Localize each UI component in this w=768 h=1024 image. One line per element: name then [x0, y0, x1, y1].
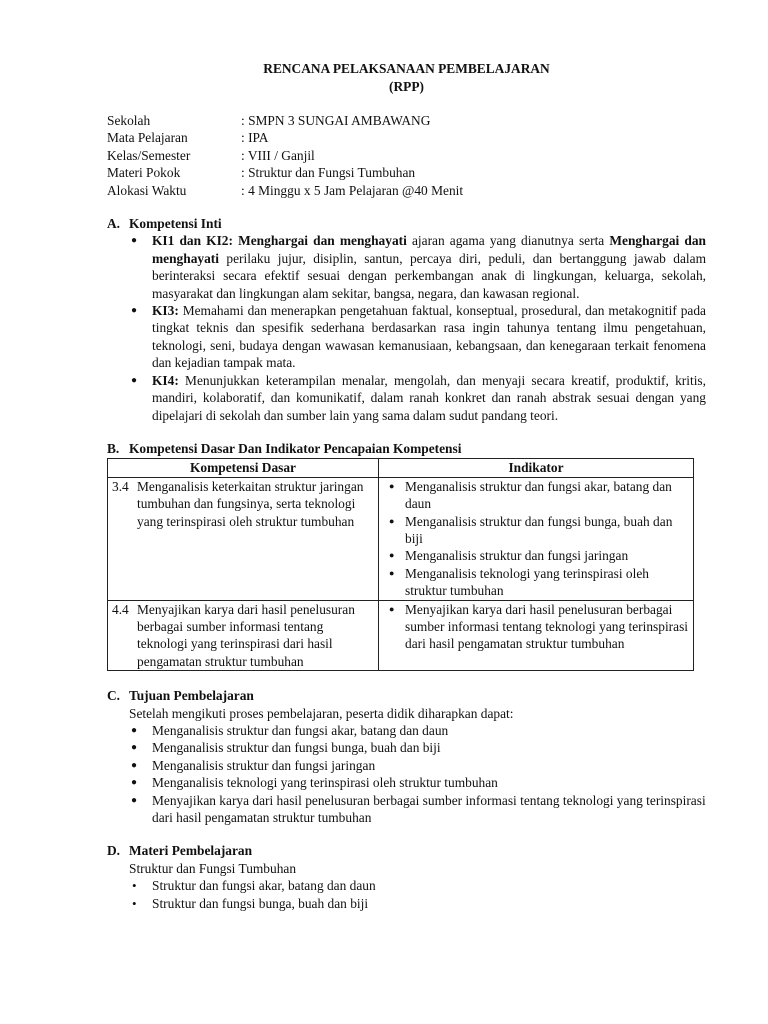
section-title: Kompetensi Dasar Dan Indikator Pencapaian Kompetensi	[129, 440, 462, 456]
list-item: ● Menganalisis struktur dan fungsi bunga, buah dan biji	[383, 513, 689, 548]
table-header-row	[108, 459, 694, 477]
info-value: : VIII / Ganjil	[241, 147, 315, 163]
info-value: : SMPN 3 SUNGAI AMBAWANG	[241, 113, 431, 128]
list-item: ● Menganalisis teknologi yang terinspirasi oleh struktur tumbuhan	[383, 565, 689, 600]
list-item-ki4	[129, 372, 706, 424]
table-cell-indikator	[379, 477, 694, 600]
table-row	[108, 600, 694, 671]
list-item: • Struktur dan fungsi bunga, buah dan biji	[129, 895, 706, 912]
ki-bold-text: Menghargai dan menghayati	[238, 233, 407, 249]
ki-text: Memahami dan menerapkan pengetahuan faktual, konseptual, prosedural, dan metakognitif pada tingkat teknis dan spesifik sederhana berdasarkan rasa ingin tahunya tentang ilmu pengetahuan, teknologi, seni, budaya dengan wawasan kemanusiaan, kebangsaan, dan kenegaraan terkait fenomena dan kejadian tampak mata.	[152, 303, 706, 371]
table-header-indikator: Indikator	[379, 459, 694, 477]
list-item: ● Menyajikan karya dari hasil penelusuran berbagai sumber informasi tentang teknologi yang terinspirasi dari hasil pengamatan struktur tumbuhan	[129, 792, 706, 827]
section-heading	[107, 842, 706, 859]
section-heading	[107, 687, 706, 704]
table-cell-kd	[108, 600, 379, 671]
info-row-mata-pelajaran	[107, 129, 706, 146]
table-cell-kd	[108, 477, 379, 600]
indicator-list	[383, 478, 689, 600]
table-cell-indikator	[379, 600, 694, 671]
list-item-ki3	[129, 302, 706, 372]
section-letter: C.	[107, 688, 121, 704]
section-heading	[107, 215, 706, 232]
list-item: ● Menganalisis struktur dan fungsi jaringan	[383, 547, 689, 564]
info-key: Mata Pelajaran	[107, 130, 188, 146]
kd-number: 3.4	[112, 478, 129, 494]
title-line-2: (RPP)	[389, 79, 424, 94]
table-header-kompetensi-dasar: Kompetensi Dasar	[108, 459, 379, 477]
info-value: : Struktur dan Fungsi Tumbuhan	[241, 165, 416, 181]
materi-list	[107, 877, 706, 912]
section-intro: Setelah mengikuti proses pembelajaran, peserta didik diharapkan dapat:	[129, 705, 514, 721]
info-key: Sekolah	[107, 113, 151, 128]
list-item: ● Menganalisis struktur dan fungsi akar, batang dan daun	[383, 478, 689, 513]
ki-list	[107, 232, 706, 423]
list-item: ● Menganalisis struktur dan fungsi akar, batang dan daun	[129, 722, 706, 739]
list-item: ● Menganalisis struktur dan fungsi bunga, buah dan biji	[129, 739, 706, 756]
ki-label: KI4:	[152, 372, 179, 388]
info-key: Kelas/Semester	[107, 147, 191, 163]
info-block	[107, 112, 706, 199]
info-row-materi-pokok	[107, 164, 706, 181]
kompetensi-table	[107, 458, 694, 671]
info-key: Alokasi Waktu	[107, 182, 187, 198]
section-letter: D.	[107, 843, 121, 859]
kd-text: Menyajikan karya dari hasil penelusuran berbagai sumber informasi tentang teknologi yang terinspirasi dari hasil pengamatan struktur tumbuhan	[137, 601, 355, 669]
ki-bold-text: Menghargai dan menghayati	[152, 233, 706, 266]
section-materi-pembelajaran	[107, 842, 706, 912]
section-heading	[107, 440, 706, 457]
kd-number: 4.4	[112, 601, 129, 617]
info-key: Materi Pokok	[107, 165, 181, 181]
section-title: Tujuan Pembelajaran	[129, 688, 254, 704]
kd-text: Menganalisis keterkaitan struktur jaringan tumbuhan dan fungsinya, serta teknologi yang terinspirasi oleh struktur tumbuhan	[137, 478, 364, 529]
ki-text: perilaku jujur, disiplin, santun, percaya diri, peduli, dan bertanggung jawab dalam berinteraksi secara efektif sesuai dengan perkembangan anak di lingkungan, keluarga, sekolah, masyarakat dan lingkungan alam sekitar, bangsa, negara, dan kawasan regional.	[152, 250, 706, 301]
ki-label: KI1 dan KI2:	[152, 233, 233, 249]
section-letter: A.	[107, 216, 121, 232]
section-kompetensi-dasar	[107, 440, 706, 671]
section-title: Kompetensi Inti	[129, 216, 222, 232]
list-item: ● Menganalisis teknologi yang terinspirasi oleh struktur tumbuhan	[129, 774, 706, 791]
tujuan-list	[107, 722, 706, 826]
info-value: : IPA	[241, 130, 269, 146]
info-value: : 4 Minggu x 5 Jam Pelajaran @40 Menit	[241, 182, 464, 198]
list-item-ki1-ki2	[129, 232, 706, 302]
section-title: Materi Pembelajaran	[129, 843, 253, 859]
list-item: • Struktur dan fungsi akar, batang dan daun	[129, 877, 706, 894]
ki-label: KI3:	[152, 303, 179, 319]
info-row-sekolah	[107, 112, 706, 129]
ki-text: ajaran agama yang dianutnya serta	[406, 233, 610, 249]
section-kompetensi-inti	[107, 215, 706, 424]
list-item: ● Menyajikan karya dari hasil penelusuran berbagai sumber informasi tentang teknologi yang terinspirasi dari hasil pengamatan struktur tumbuhan	[383, 601, 689, 653]
section-letter: B.	[107, 440, 120, 456]
ki-text: Menunjukkan keterampilan menalar, mengolah, dan menyaji secara kreatif, produktif, kritis, mandiri, kolaboratif, dan komunikatif, dalam ranah konkret dan ranah abstrak sesuai dengan yang dipelajari di sekolah dan sumber lain yang sama dalam sudut pandang teori.	[152, 372, 706, 423]
section-intro: Struktur dan Fungsi Tumbuhan	[129, 860, 297, 876]
table-row	[108, 477, 694, 600]
list-item: ● Menganalisis struktur dan fungsi jaringan	[129, 757, 706, 774]
info-row-alokasi-waktu	[107, 182, 706, 199]
document-title	[107, 60, 706, 96]
indicator-list	[383, 601, 689, 653]
info-row-kelas-semester	[107, 147, 706, 164]
title-line-1: RENCANA PELAKSANAAN PEMBELAJARAN	[263, 61, 550, 76]
section-tujuan-pembelajaran	[107, 687, 706, 826]
